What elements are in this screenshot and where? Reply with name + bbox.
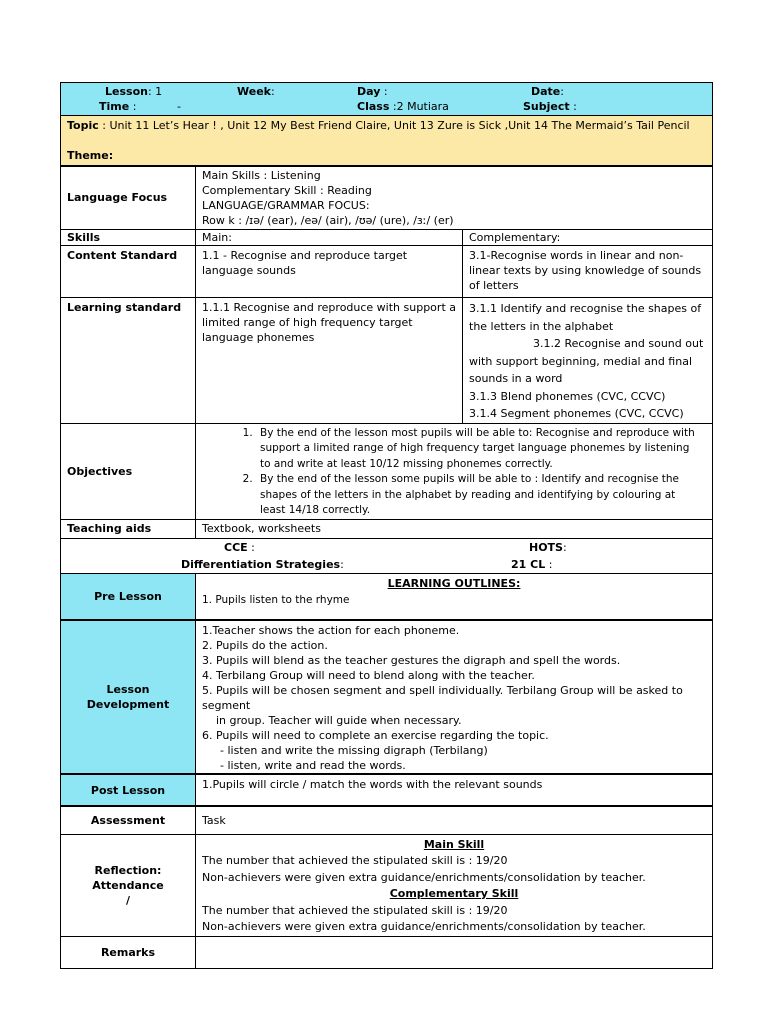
main-skill-achieved: The number that achieved the stipulated skill is : 19/20 [202, 854, 508, 867]
reflection-row [61, 834, 713, 936]
complementary-skill-title: Complementary Skill [389, 887, 519, 900]
lesson-development-content [196, 620, 713, 774]
phoneme-row-text: Row k : /ɪə/ (ear), /eə/ (air), /ʊə/ (ure), /ɜː/ (er) [202, 213, 454, 227]
week-label: Week [237, 85, 271, 98]
lesson-development-row [61, 620, 713, 774]
diff-value: : [340, 557, 344, 571]
ls-3-1-3: 3.1.3 Blend phonemes (CVC, CCVC) [469, 389, 666, 403]
learning-standard-label: Learning standard [61, 298, 196, 424]
cl-field [511, 557, 552, 572]
subject-field [523, 99, 577, 114]
post-lesson-row [61, 774, 713, 806]
main-skill-nonachievers: Non-achievers were given extra guidance/enrichments/consolidation by teacher. [202, 870, 646, 884]
objectives-label: Objectives [61, 423, 196, 519]
teaching-aids-label: Teaching aids [61, 519, 196, 538]
ls-3-1-4: 3.1.4 Segment phonemes (CVC, CCVC) [469, 407, 684, 420]
objectives-content [196, 423, 713, 519]
grammar-focus-heading: LANGUAGE/GRAMMAR FOCUS: [202, 198, 370, 212]
header-line-2 [61, 99, 712, 114]
teaching-aids-row [61, 519, 713, 538]
dev-step-1: 1.Teacher shows the action for each phoneme. [202, 624, 460, 637]
class-label: Class [357, 100, 390, 113]
content-standard-row [61, 246, 713, 298]
attendance-label: Attendance [92, 878, 164, 892]
language-focus-content [196, 166, 713, 230]
post-lesson-label: Post Lesson [61, 774, 196, 806]
dev-sub-2: - listen, write and read the words. [220, 759, 406, 772]
hots-value: : [562, 540, 567, 554]
cl-label: 21 CL [511, 557, 546, 571]
date-field [531, 84, 564, 99]
learning-standard-main: 1.1.1 Recognise and reproduce with support a limited range of high frequency target language phonemes [196, 298, 463, 424]
class-field [357, 99, 449, 114]
teaching-aids-value: Textbook, worksheets [196, 519, 713, 538]
cce-row [61, 538, 713, 573]
class-value: :2 Mutiara [389, 100, 449, 113]
remarks-row [61, 936, 713, 968]
ls-3-1-2: 3.1.2 Recognise and sound out with support beginning, medial and final sounds in a word [469, 337, 704, 385]
learning-standard-complementary [463, 298, 713, 424]
learning-standard-row [61, 298, 713, 424]
lesson-label: Lesson [105, 85, 148, 98]
diff-line [61, 557, 712, 572]
objectives-row [61, 423, 713, 519]
diff-label: Differentiation Strategies [181, 557, 341, 571]
content-standard-complementary: 3.1-Recognise words in linear and non-linear texts by using knowledge of sounds of letters [463, 246, 713, 298]
reflection-label-line-1: Reflection: [94, 863, 162, 877]
remarks-label: Remarks [61, 936, 196, 968]
dev-sub-1: - listen and write the missing digraph (Terbilang) [220, 744, 488, 757]
assessment-value: Task [196, 806, 713, 834]
cce-cell [61, 538, 713, 573]
topic-cell [61, 116, 713, 166]
time-label: Time [99, 100, 130, 113]
complementary-skill-text: Complementary Skill : Reading [202, 183, 372, 197]
subject-value: : [569, 100, 577, 113]
lesson-value: : 1 [147, 85, 163, 98]
content-standard-label: Content Standard [61, 246, 196, 298]
dev-step-5: 5. Pupils will be chosen segment and spell individually. Terbilang Group will be asked to segment [202, 684, 683, 712]
post-lesson-text: 1.Pupils will circle / match the words with the relevant sounds [196, 774, 713, 806]
assessment-label: Assessment [61, 806, 196, 834]
cl-value: : [545, 557, 553, 571]
topic-value: : Unit 11 Let’s Hear ! , Unit 12 My Best Friend Claire, Unit 13 Zure is Sick ,Unit 14 The Mermaid’s Tail Pencil [98, 119, 690, 132]
header-row [61, 83, 713, 116]
language-focus-label: Language Focus [61, 166, 196, 230]
assessment-row [61, 806, 713, 834]
subject-label: Subject [523, 100, 570, 113]
theme-label: Theme: [67, 149, 114, 162]
ls-3-1-1: 3.1.1 Identify and recognise the shapes of the letters in the alphabet [469, 302, 702, 333]
dev-step-3: 3. Pupils will blend as the teacher gestures the digraph and spell the words. [202, 654, 621, 667]
skills-complementary: Complementary: [463, 230, 713, 246]
dev-step-6: 6. Pupils will need to complete an exercise regarding the topic. [202, 729, 549, 742]
date-value: : [560, 85, 564, 98]
hots-field [529, 540, 567, 555]
lesson-plan-table [60, 82, 713, 969]
diff-field [181, 557, 344, 572]
lesson-development-label: Lesson Development [61, 620, 196, 774]
day-field [357, 84, 388, 99]
lesson-field [105, 84, 162, 99]
topic-label: Topic [67, 119, 99, 132]
header-cell [61, 83, 713, 116]
reflection-slash: / [125, 893, 131, 907]
hots-label: HOTS [529, 540, 563, 554]
cce-line [61, 540, 712, 555]
cce-value: : [247, 540, 255, 554]
day-label: Day [357, 85, 381, 98]
dev-step-2: 2. Pupils do the action. [202, 639, 328, 652]
date-label: Date [531, 85, 561, 98]
skills-row [61, 230, 713, 246]
objective-2: 2. By the end of the lesson some pupils will be able to : Identify and recognise the shapes of the letters in the alphabet by reading and identifying by colouring at least 14/18 correctly. [256, 472, 702, 519]
skills-main: Main: [196, 230, 463, 246]
main-skill-title: Main Skill [423, 837, 485, 851]
dev-step-4: 4. Terbilang Group will need to blend along with the teacher. [202, 669, 535, 682]
topic-line [67, 118, 706, 133]
complementary-skill-nonachievers: Non-achievers were given extra guidance/enrichments/consolidation by teacher. [202, 920, 646, 933]
week-field [237, 84, 275, 99]
dev-step-5-cont: in group. Teacher will guide when necessary. [216, 714, 462, 727]
time-value: : [129, 100, 137, 113]
cce-label: CCE [224, 540, 248, 554]
main-skills-text: Main Skills : Listening [202, 168, 321, 182]
pre-lesson-row [61, 573, 713, 620]
cce-field [224, 540, 255, 555]
header-line-1 [61, 84, 712, 99]
topic-row [61, 116, 713, 166]
pre-lesson-label: Pre Lesson [61, 573, 196, 620]
learning-outlines-title: LEARNING OUTLINES: [387, 576, 521, 590]
objectives-list [202, 426, 702, 519]
reflection-label [61, 834, 196, 936]
complementary-skill-achieved: The number that achieved the stipulated skill is : 19/20 [202, 903, 508, 917]
content-standard-main: 1.1 - Recognise and reproduce target language sounds [196, 246, 463, 298]
objective-1: 1. By the end of the lesson most pupils will be able to: Recognise and reproduce with support a limited range of high frequency target language phonemes by listening to and write at least 10/12 missing phonemes correctly. [256, 426, 702, 473]
reflection-content [196, 834, 713, 936]
remarks-value [196, 936, 713, 968]
time-field [99, 99, 136, 114]
week-value: : [270, 85, 275, 98]
time-dash: - [177, 100, 181, 113]
skills-label: Skills [61, 230, 196, 246]
pre-lesson-content [196, 573, 713, 620]
language-focus-row [61, 166, 713, 230]
pre-lesson-text: 1. Pupils listen to the rhyme [202, 593, 350, 606]
day-value: : [380, 85, 388, 98]
